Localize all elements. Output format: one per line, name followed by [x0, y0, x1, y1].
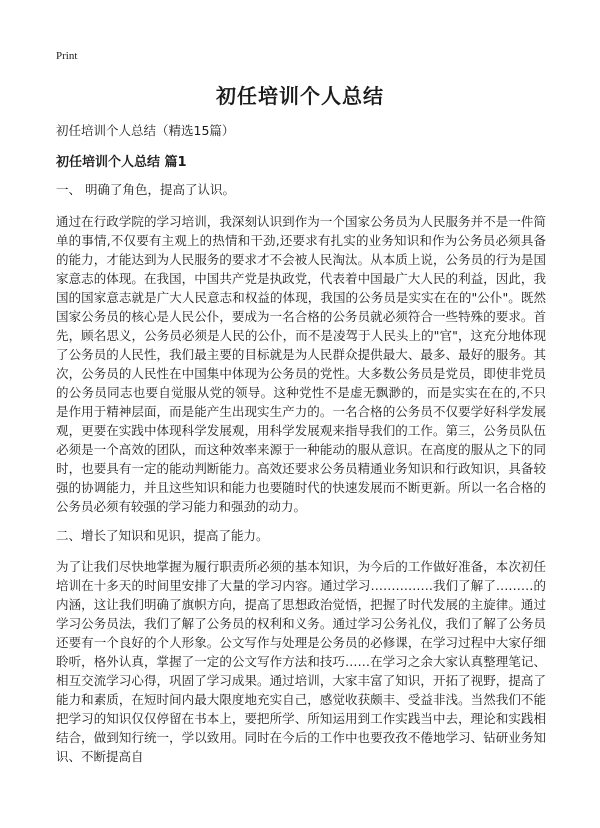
point-heading-1: 一、 明确了角色，提高了认识。 [56, 182, 235, 197]
document-title: 初任培训个人总结 [216, 84, 384, 108]
section-heading: 初任培训个人总结 篇1 [56, 155, 187, 170]
print-label: Print [56, 50, 78, 62]
point-heading-2: 二、增长了知识和见识，提高了能力。 [56, 528, 269, 543]
paragraph-1: 通过在行政学院的学习培训，我深刻认识到作为一个国家公务员为人民服务并不是一件简单的事情,不仅要有主观上的热情和干劲,还要求有扎实的业务知识和作为公务员必须具备的能力，才能达到为人民服务的要求才不会被人民淘汰。从本质上说，公务员的行为是国家意志的体现。在我国，中国共产党是执政党，代表着中国最广大人民的利益，因此，我国的国家意志就是广大人民意志和权益的体现，我国的公务员是实实在在的"公仆"。既然国家公务员的核心是人民公仆，要成为一名合格的公务员就必须符合一些特殊的要求。首先，顾名思义，公务员必须是人民的公仆，而不是凌驾于人民头上的"官"，这充分地体现了公务员的人民性，我们最主要的目标就是为人民群众提供最大、最多、最好的服务。其次，公务员的人民性在中国集中体现为公务员的党性。大多数公务员是党员，即使非党员的公务员同志也要自觉服从党的领导。这种党性不是虚无飘渺的，而是实实在在的,不只是作用于精神层面，而是能产生出现实生产力的。一名合格的公务员不仅要学好科学发展观，更要在实践中体现科学发展观，用科学发展观来指导我们的工作。第三，公务员队伍必须是一个高效的团队，而这种效率来源于一种能动的服从意识。在高度的服从之下的同时，也要具有一定的能动判断能力。高效还要求公务员精通业务知识和行政知识，具备较强的协调能力，并且这些知识和能力也要随时代的快速发展而不断更新。所以一名合格的公务员必须有较强的学习能力和强劲的动力。 [56, 214, 546, 514]
paragraph-2: 为了让我们尽快地掌握为履行职责所必须的基本知识，为今后的工作做好准备，本次初任培训在十多天的时间里安排了大量的学习内容。通过学习……………我们了解了………的内涵，这让我们明确了旗帜方向，提高了思想政治觉悟，把握了时代发展的主旋律。通过学习公务员法，我们了解了公务员的权利和义务。通过学习公务礼仪，我们了解了公务员还要有一个良好的个人形象。公文写作与处理是公务员的必修课，在学习过程中大家仔细聆听，格外认真，掌握了一定的公文写作方法和技巧……在学习之余大家认真整理笔记、相互交流学习心得，巩固了学习成果。通过培训，大家丰富了知识，开拓了视野，提高了能力和素质，在短时间内最大限度地充实自己，感觉收获颇丰、受益非浅。当然我们不能把学习的知识仅仅停留在书本上，要把所学、所知运用到工作实践当中去，理论和实践相结合，做到知行统一，学以致用。同时在今后的工作中也要孜孜不倦地学习、钻研业务知识、不断提高自 [56, 559, 546, 764]
document-subtitle: 初任培训个人总结（精选15篇） [56, 123, 235, 138]
